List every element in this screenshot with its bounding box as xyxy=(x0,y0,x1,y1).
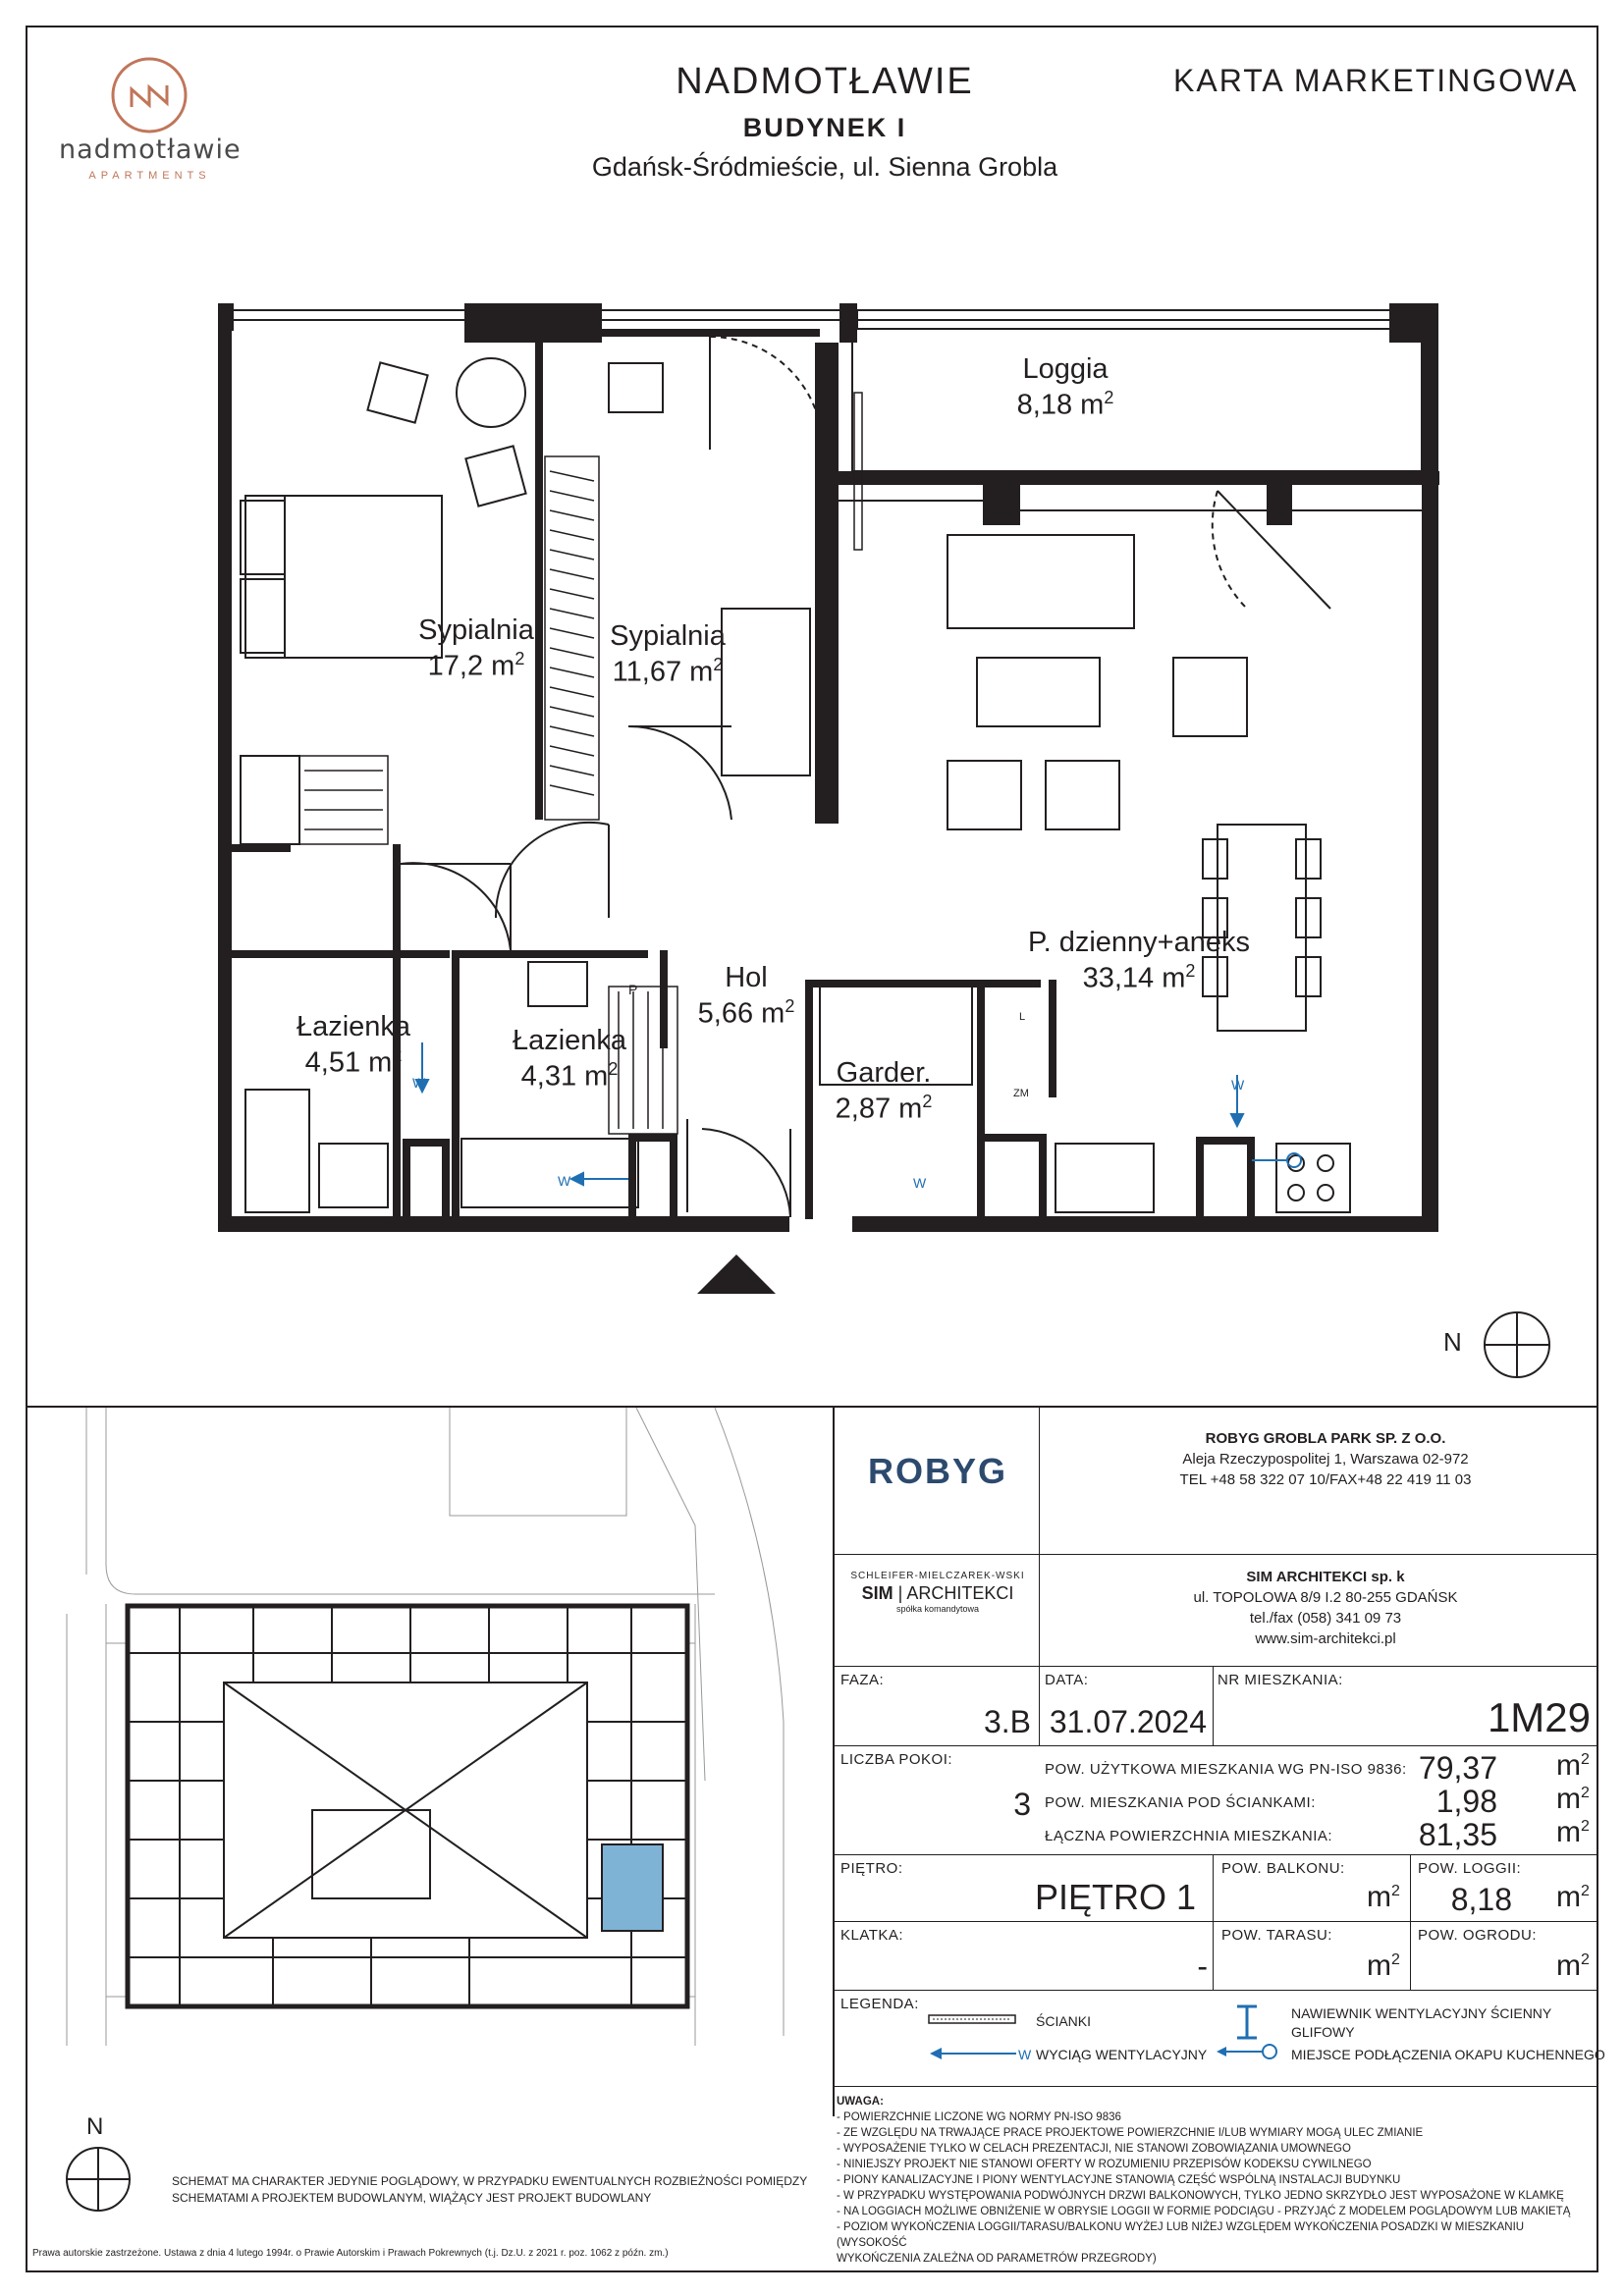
room-bathroom-2-area: 4,31 $m^2$ xyxy=(520,1059,619,1093)
sim-logo xyxy=(844,1571,1031,1614)
room-loggia-area: 8,18 $m^2$ xyxy=(1016,388,1114,421)
room-bedroom-2-area: 11,67 $m^2$ xyxy=(612,655,724,688)
room-hol-area: 5,66 $m^2$ xyxy=(697,996,795,1030)
building-title: BUDYNEK I xyxy=(742,113,907,142)
site-plan xyxy=(27,1408,835,2095)
architect-info xyxy=(1070,1567,1581,1649)
architect-address: ul. TOPOLOWA 8/9 I.2 80-255 GDAŃSK xyxy=(1193,1589,1458,1606)
ps-value: 1,98 xyxy=(1435,1784,1497,1819)
loggia-unit: $m^2$ xyxy=(1556,1881,1590,1913)
klatka-label: KLATKA: xyxy=(840,1927,904,1944)
col-line-4 xyxy=(1213,1854,1214,1990)
room-living xyxy=(992,925,1286,996)
legend-hood: MIEJSCE PODŁĄCZENIA OKAPU KUCHENNEGO xyxy=(1291,2047,1605,2062)
north-label: N xyxy=(1443,1327,1462,1357)
row-line-4 xyxy=(833,1854,1598,1855)
schema-note-1: SCHEMAT MA CHARAKTER JEDYNIE POGLĄDOWY, W PRZYPADKU EWENTUALNYCH ROZBIEŻNOŚCI POMIĘDZY xyxy=(172,2174,808,2188)
robyg-logo: ROBYG xyxy=(867,1451,1007,1491)
room-bedroom-1-name: Sypialnia xyxy=(418,614,534,646)
note-2: - ZE WZGLĘDU NA TRWAJĄCE PRACE PROJEKTOWE POWIERZCHNIE I/LUB WYMIARY MOGĄ ULEC ZMIANIE xyxy=(837,2127,1424,2139)
sim-logo-top: SCHLEIFER-MIELCZAREK-WSKI xyxy=(850,1571,1025,1581)
legend-walls: ŚCIANKI xyxy=(1036,2013,1092,2029)
balkon-unit: $m^2$ xyxy=(1367,1881,1400,1913)
pu-label: POW. UŻYTKOWA MIESZKANIA WG PN-ISO 9836: xyxy=(1045,1761,1407,1778)
svg-text:W: W xyxy=(1018,2047,1032,2062)
svg-text:W: W xyxy=(412,1075,426,1091)
legend-wall-icon xyxy=(928,2012,1016,2026)
table-left xyxy=(833,1408,835,2116)
balkon-label: POW. BALKONU: xyxy=(1221,1860,1345,1877)
pietro-label: PIĘTRO: xyxy=(840,1860,903,1877)
legend-vent-2: GLIFOWY xyxy=(1291,2024,1355,2040)
pokoje-value: 3 xyxy=(1013,1787,1031,1822)
room-loggia xyxy=(943,351,1188,423)
note-1: - POWIERZCHNIE LICZONE WG NORMY PN-ISO 9836 xyxy=(837,2111,1121,2123)
svg-text:W: W xyxy=(1231,1077,1245,1093)
legend-vent-icon xyxy=(1232,2002,1262,2042)
row-line-5 xyxy=(833,1921,1598,1922)
room-bathroom-1 xyxy=(265,1009,442,1081)
loggia-value: 8,18 xyxy=(1450,1882,1512,1917)
note-8: - POZIOM WYKOŃCZENIA LOGGII/TARASU/BALKONU WYŻEJ LUB NIŻEJ WZGLĘDEM WYKOŃCZENIA POSADZKI W MIESZKANIU (WYSOKOŚĆ xyxy=(837,2221,1525,2249)
notes xyxy=(837,2094,1593,2267)
room-loggia-name: Loggia xyxy=(1022,353,1109,385)
marker-zm: ZM xyxy=(1013,1088,1029,1099)
legend-hood-icon xyxy=(1213,2042,1281,2061)
room-bathroom-1-name: Łazienka xyxy=(296,1011,411,1042)
legend-label: LEGENDA: xyxy=(840,1996,919,2012)
faza-value: 3.B xyxy=(983,1704,1031,1739)
project-title: NADMOTŁAWIE xyxy=(676,61,974,102)
address: Gdańsk-Śródmieście, ul. Sienna Grobla xyxy=(591,152,1058,182)
schema-note-2: SCHEMATAMI A PROJEKTEM BUDOWLANYM, WIĄŻĄCY JEST PROJEKT BUDOWLANY xyxy=(172,2191,652,2205)
room-wardrobe-area: 2,87 $m^2$ xyxy=(835,1092,933,1125)
loggia-label: POW. LOGGII: xyxy=(1418,1860,1522,1877)
svg-text:W: W xyxy=(913,1175,927,1191)
logo-name: nadmotławie xyxy=(59,134,242,165)
sim-logo-main: SIM | ARCHITEKCI xyxy=(861,1583,1014,1603)
pietro-value: PIĘTRO 1 xyxy=(1034,1877,1196,1917)
pu-value: 79,37 xyxy=(1418,1750,1497,1786)
room-wardrobe-name: Garder. xyxy=(836,1057,932,1089)
developer-address: Aleja Rzeczypospolitej 1, Warszawa 02-972 xyxy=(1182,1451,1469,1468)
note-6: - W PRZYPADKU WYSTĘPOWANIA PODWÓJNYCH DRZWI BALKONOWYCH, TYLKO JEDNO SKRZYDŁO JEST WYPOSAŻONE W KLAMKĘ xyxy=(837,2190,1564,2202)
pl-label: ŁĄCZNA POWIERZCHNIA MIESZKANIA: xyxy=(1045,1828,1333,1844)
note-5: - PIONY KANALIZACYJNE I PIONY WENTYLACYJNE STANOWIĄ CZĘŚĆ WSPÓLNĄ INSTALACJI BUDYNKU xyxy=(837,2174,1401,2186)
row-line-7 xyxy=(833,2086,1598,2087)
legend-exhaust: WYCIĄG WENTYLACYJNY xyxy=(1036,2047,1208,2062)
pu-unit: $m^2$ xyxy=(1556,1749,1590,1782)
pl-unit: $m^2$ xyxy=(1556,1816,1590,1848)
room-bedroom-1 xyxy=(378,613,574,684)
ps-label: POW. MIESZKANIA POD ŚCIANKAMI: xyxy=(1045,1794,1316,1811)
col-line-5 xyxy=(1410,1854,1411,1990)
room-bedroom-1-area: 17,2 $m^2$ xyxy=(427,649,525,682)
developer-name: ROBYG GROBLA PARK SP. Z O.O. xyxy=(1205,1430,1446,1447)
room-hol xyxy=(658,960,835,1032)
col-line-2 xyxy=(1039,1666,1040,1745)
faza-label: FAZA: xyxy=(840,1672,885,1688)
col-line-1 xyxy=(1039,1408,1040,1666)
pokoje-label: LICZBA POKOI: xyxy=(840,1751,953,1768)
nr-value: 1M29 xyxy=(1487,1694,1591,1740)
legend-vent-1: NAWIEWNIK WENTYLACYJNY ŚCIENNY xyxy=(1291,2005,1552,2021)
room-bathroom-2 xyxy=(481,1023,658,1095)
legend-exhaust-icon xyxy=(928,2044,1036,2063)
data-value: 31.07.2024 xyxy=(1049,1704,1207,1739)
copyright: Prawa autorskie zastrzeżone. Ustawa z dnia 4 lutego 1994r. o Prawie Autorskim i Prawach Pokrewnych (t.j. Dz.U. z 2021 r. poz. 1062 z późn. zm.) xyxy=(32,2248,669,2259)
room-bathroom-2-name: Łazienka xyxy=(512,1025,627,1056)
marker-p: P xyxy=(628,982,638,997)
col-line-3 xyxy=(1213,1666,1214,1745)
nr-label: NR MIESZKANIA: xyxy=(1218,1672,1343,1688)
room-living-name: P. dzienny+aneks xyxy=(1028,927,1250,958)
compass-icon xyxy=(59,2140,137,2218)
developer-info xyxy=(1070,1428,1581,1490)
architect-name: SIM ARCHITEKCI sp. k xyxy=(1246,1569,1405,1585)
row-line-3 xyxy=(833,1745,1598,1746)
svg-text:W: W xyxy=(558,1173,571,1189)
pl-value: 81,35 xyxy=(1418,1817,1497,1852)
logo-sub: APARTMENTS xyxy=(88,170,211,182)
row-line-6 xyxy=(833,1990,1598,1991)
frame-bottom xyxy=(26,2270,1598,2272)
north-label-bottom: N xyxy=(86,2113,104,2140)
room-bathroom-1-area: 4,51 $m^2$ xyxy=(304,1045,403,1079)
ogrod-label: POW. OGRODU: xyxy=(1418,1927,1538,1944)
row-line-1 xyxy=(833,1554,1598,1555)
marker-l: L xyxy=(1019,1011,1026,1023)
note-3: - WYPOSAŻENIE TYLKO W CELACH PREZENTACJI, NIE STANOWI ZOBOWIĄZANIA UMOWNEGO xyxy=(837,2143,1351,2155)
doc-type: KARTA MARKETINGOWA xyxy=(1173,63,1579,98)
architect-phone: tel./fax (058) 341 09 73 xyxy=(1249,1610,1402,1627)
architect-web: www.sim-architekci.pl xyxy=(1255,1630,1396,1647)
room-living-area: 33,14 $m^2$ xyxy=(1082,961,1196,994)
klatka-value: - xyxy=(1197,1949,1208,1984)
note-4: - NINIEJSZY PROJEKT NIE STANOWI OFERTY W ROZUMIENIU PRZEPISÓW KODEKSU CYWILNEGO xyxy=(837,2159,1372,2170)
room-wardrobe xyxy=(805,1055,962,1127)
room-bedroom-2 xyxy=(569,618,766,690)
room-bedroom-2-name: Sypialnia xyxy=(610,620,726,652)
ps-unit: $m^2$ xyxy=(1556,1783,1590,1815)
note-7: - NA LOGGIACH MOŻLIWE OBNIŻENIE W OBRYSIE LOGGII W FORMIE PODCIĄGU - PRZYJĄĆ Z MODELEM POGLĄDOWYM LUB MAKIETĄ xyxy=(837,2206,1571,2217)
ogrod-unit: $m^2$ xyxy=(1556,1949,1590,1982)
sim-logo-bottom: spółka komandytowa xyxy=(895,1604,980,1614)
developer-phone: TEL +48 58 322 07 10/FAX+48 22 419 11 03 xyxy=(1179,1471,1472,1488)
notes-label: UWAGA: xyxy=(837,2096,884,2108)
note-9: WYKOŃCZENIA ZALEŻNA OD PARAMETRÓW PRZEGRODY) xyxy=(837,2253,1157,2265)
taras-unit: $m^2$ xyxy=(1367,1949,1400,1982)
apartment-highlight xyxy=(602,1844,663,1931)
room-hol-name: Hol xyxy=(725,962,768,993)
data-label: DATA: xyxy=(1045,1672,1089,1688)
taras-label: POW. TARASU: xyxy=(1221,1927,1332,1944)
row-line-2 xyxy=(833,1666,1598,1667)
